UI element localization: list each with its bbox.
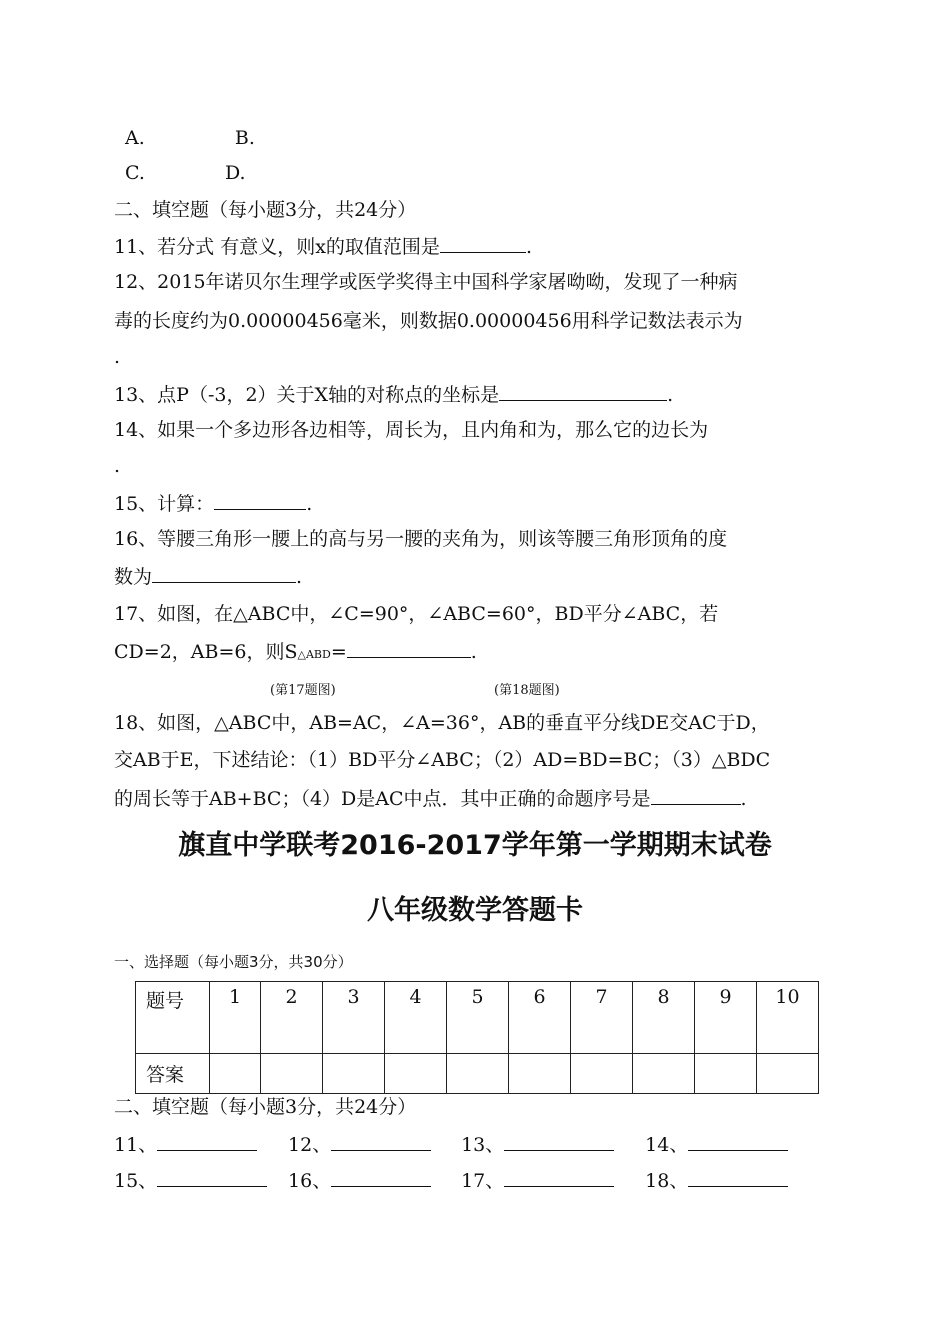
answer-table — [135, 981, 819, 1094]
option-a: A. — [125, 127, 145, 149]
table-cell: 3 — [347, 986, 360, 1008]
question-18-line2: 交AB于E，下述结论：（1）BD平分∠ABC；（2）AD=BD=BC；（3）△BDC — [114, 749, 771, 771]
question-13: 13、点P（-3，2）关于X轴的对称点的坐标是 . — [114, 380, 673, 409]
answer-cell[interactable] — [323, 1054, 385, 1094]
section2-heading: 二、填空题（每小题3分，共24分） — [114, 199, 417, 221]
answer-blank — [347, 637, 471, 658]
row-header-number: 题号 — [146, 990, 185, 1012]
figure-17-caption: (第17题图) — [270, 683, 336, 698]
question-18-line3: 的周长等于AB+BC；（4）D是AC中点．其中正确的命题序号是 . — [114, 784, 747, 813]
table-cell: 7 — [595, 986, 608, 1008]
answer-card-subtitle: 八年级数学答题卡 — [367, 895, 583, 926]
fill-blank[interactable] — [331, 1130, 431, 1151]
question-14-line2: . — [114, 455, 121, 477]
table-cell: 5 — [471, 986, 484, 1008]
row-header-answer: 答案 — [146, 1064, 185, 1086]
answer-blank — [152, 562, 296, 583]
table-cell: 9 — [719, 986, 732, 1008]
fill-row-1: 11、 12、 13、 14、 — [114, 1130, 788, 1159]
fill-blank[interactable] — [157, 1130, 257, 1151]
answer-cell[interactable] — [695, 1054, 757, 1094]
option-row-1 — [125, 124, 255, 152]
fill-blank[interactable] — [504, 1166, 614, 1187]
answer-blank — [651, 784, 741, 805]
question-15: 15、计算： . — [114, 489, 312, 518]
answer-blank — [499, 380, 667, 401]
question-12-line1: 12、2015年诺贝尔生理学或医学奖得主中国科学家屠呦呦，发现了一种病 — [114, 271, 738, 293]
fill-blank[interactable] — [688, 1166, 788, 1187]
answer-cell[interactable] — [509, 1054, 571, 1094]
table-cell: 2 — [285, 986, 298, 1008]
fill-row-2: 15、 16、 17、 18、 — [114, 1166, 788, 1195]
answer-cell[interactable] — [633, 1054, 695, 1094]
answer-cell[interactable] — [385, 1054, 447, 1094]
question-17-line2: CD=2，AB=6，则S△ABD= . — [114, 637, 477, 669]
fill-blank[interactable] — [331, 1166, 431, 1187]
answer-section2-heading: 二、填空题（每小题3分，共24分） — [114, 1096, 417, 1118]
question-16-line2: 数为 . — [114, 562, 302, 591]
answer-cell[interactable] — [757, 1054, 819, 1094]
table-cell: 8 — [657, 986, 670, 1008]
question-18-line1: 18、如图，△ABC中，AB=AC，∠A=36°，AB的垂直平分线DE交AC于D， — [114, 712, 770, 734]
table-row-answers — [136, 1054, 819, 1094]
question-12-line3: . — [114, 346, 121, 368]
fill-blank[interactable] — [504, 1130, 614, 1151]
table-cell: 6 — [533, 986, 546, 1008]
table-row-numbers — [136, 982, 819, 1054]
question-14-line1: 14、如果一个多边形各边相等，周长为，且内角和为，那么它的边长为 — [114, 419, 709, 441]
answer-cell[interactable] — [571, 1054, 633, 1094]
question-11: 11、若分式 有意义，则x的取值范围是 . — [114, 232, 532, 261]
question-12-line2: 毒的长度约为0.00000456毫米，则数据0.00000456用科学记数法表示为 — [114, 310, 743, 332]
answer-blank — [214, 489, 306, 510]
answer-blank — [440, 232, 526, 253]
table-cell: 10 — [775, 986, 800, 1008]
option-c: C. — [125, 162, 145, 184]
answer-card-title: 旗直中学联考2016-2017学年第一学期期末试卷 — [178, 830, 772, 861]
option-d: D. — [225, 162, 246, 184]
answer-section1-heading: 一、选择题（每小题3分，共30分） — [114, 953, 353, 971]
fill-blank[interactable] — [157, 1166, 267, 1187]
table-cell: 4 — [409, 986, 422, 1008]
answer-cell[interactable] — [210, 1054, 261, 1094]
figure-18-caption: (第18题图) — [494, 683, 560, 698]
answer-cell[interactable] — [261, 1054, 323, 1094]
answer-cell[interactable] — [447, 1054, 509, 1094]
fill-blank[interactable] — [688, 1130, 788, 1151]
table-cell: 1 — [228, 986, 242, 1008]
question-16-line1: 16、等腰三角形一腰上的高与另一腰的夹角为，则该等腰三角形顶角的度 — [114, 528, 728, 550]
option-row-2 — [125, 159, 246, 187]
question-17-line1: 17、如图，在△ABC中，∠C=90°，∠ABC=60°，BD平分∠ABC，若 — [114, 603, 719, 625]
option-b: B. — [234, 127, 255, 149]
